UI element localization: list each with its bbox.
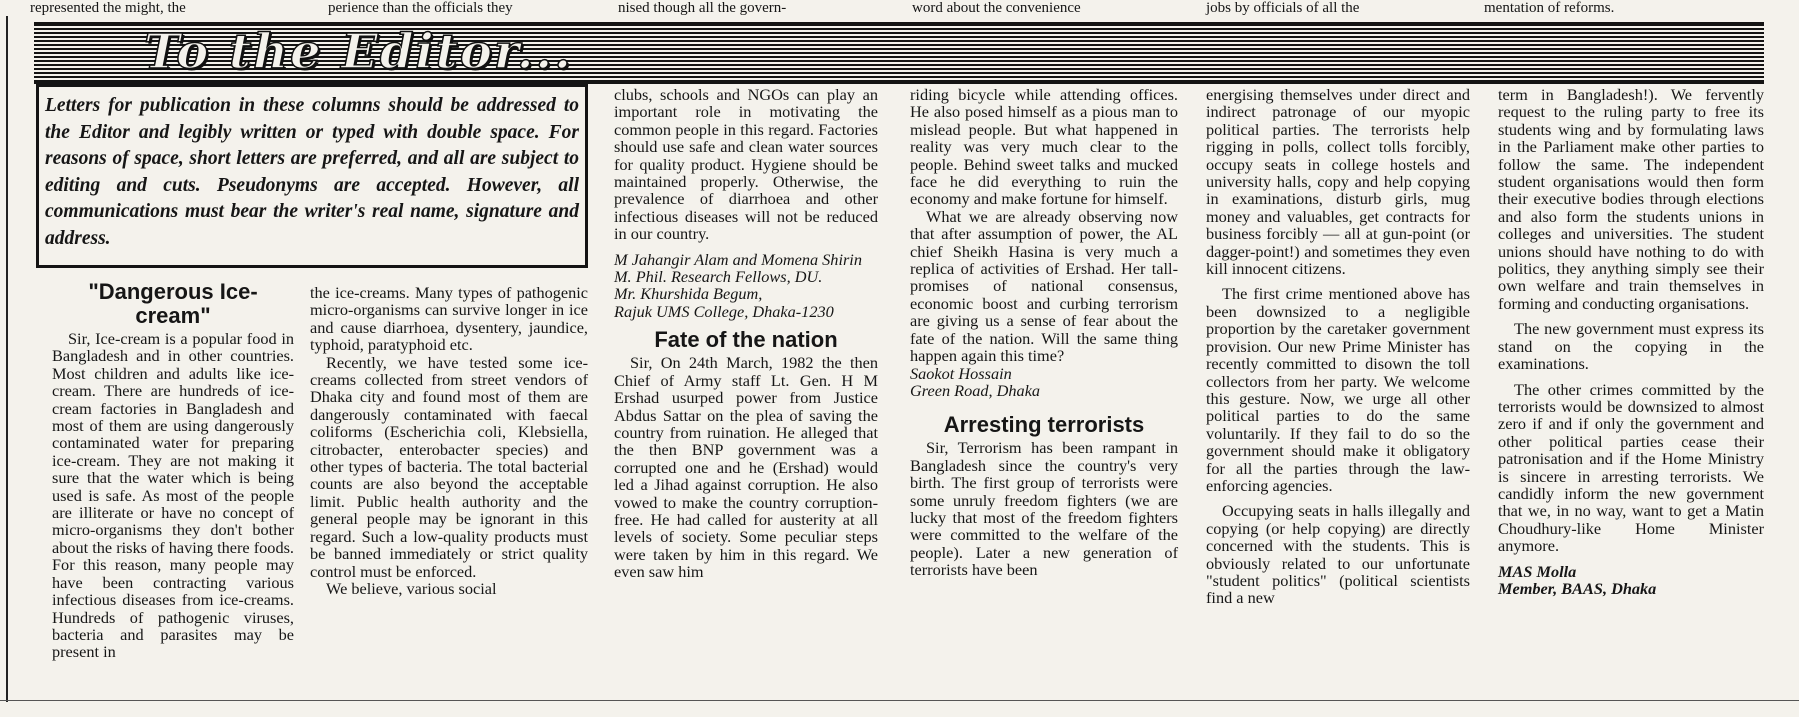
editor-notice: Letters for publication in these columns should be addressed to the Editor and legibly written or typed with double space. For reasons of space, short letters are preferred, and all are subject to editing and cuts. Pseudonyms are accepted. However, all communications must bear the writer's real name, signature and address.: [36, 84, 588, 268]
bottom-rule: [0, 700, 1799, 701]
letter-2-headline: Fate of the nation: [654, 327, 838, 353]
previous-section-fragments: [0, 0, 1799, 20]
letter-1-paragraph: the ice-creams. Many types of pathogenic micro-organisms can survive longer in ice and cause diarrhoea, dysentery, jaundice, typhoid, paratyphoid etc.: [310, 283, 588, 355]
column-4: [910, 86, 1178, 579]
section-title: To the Editor...: [144, 24, 573, 80]
letter-1-paragraph: We believe, various social: [326, 578, 497, 598]
letter-1-paragraph: clubs, schools and NGOs can play an important role in motivating the common people in this regard. Factories should use safe and clean water sources for quality product. Hygiene should be maintained properly. Otherwise, the prevalence of diarrhoea and other infectious diseases will not be reduced in our country.: [614, 85, 878, 244]
fragment-6: mentation of reforms.: [1484, 0, 1615, 16]
column-6: [1498, 86, 1764, 597]
column-1: [52, 278, 294, 661]
letter-3-paragraph: The new government must express its stand on the copying in the examinations.: [1498, 319, 1764, 374]
letter-1-signature-line: Mr. Khurshida Begum,: [614, 284, 763, 304]
letter-3-signature-line: Member, BAAS, Dhaka: [1498, 578, 1657, 598]
fragment-3: nised though all the govern-: [618, 0, 787, 16]
page-margin-rule: [6, 16, 8, 702]
letter-3-paragraph: Occupying seats in halls illegally and copying (or help copying) are directly concerned with the students. This is obviously related to our unfortunate "student politics" (political scientists find a new: [1206, 501, 1470, 608]
letter-3-paragraph: Sir, Terrorism has been rampant in Bangladesh since the country's very birth. The first group of terrorists were some unruly freedom fighters (we are lucky that most of the freedom fighters were committed to the welfare of the people). Later a new generation of terrorists have been: [910, 438, 1178, 580]
letter-3-headline: Arresting terrorists: [943, 412, 1145, 438]
letter-3-paragraph: term in Bangladesh!). We fervently request to the ruling party to free its students wing and by formulating laws in the Parliament make other parties to follow the same. The independent student organisations would then form their executive bodies through elections and also form the students unions in colleges and universities. The student unions should have nothing to do with politics, they anything simply see their own welfare and train themselves in forming and conducting organisations.: [1498, 85, 1764, 313]
section-banner: [34, 22, 1764, 84]
fragment-5: jobs by officials of all the: [1206, 0, 1360, 16]
letter-1-signature-line: M. Phil. Research Fellows, DU.: [614, 267, 823, 287]
letter-2-paragraph: What we are already observing now that after assumption of power, the AL chief Sheikh Hasina is very much a replica of activities of Ershad. Her tall-promises of national consensus, economic boost and curbing terrorism are giving us a sense of fear about the fate of the nation. Will the same thing happen again this time?: [910, 206, 1178, 366]
letter-1-paragraph: Sir, Ice-cream is a popular food in Bangladesh and in other countries. Most children and adults like ice-cream. There are hundreds of ice-cream factories in Bangladesh and most of them are using dangerously contaminated water for preparing ice-cream. They are not making it sure that the water which is being used is safe. As most of the people are illiterate or have no concept of micro-organisms they don't bother about the risks of having there foods. For this reason, many people may have been contracting various infectious diseases from ice-creams. Hundreds of pathogenic viruses, bacteria and parasites may be present in: [52, 329, 294, 662]
column-5: [1206, 86, 1470, 607]
letter-3-paragraph: The other crimes committed by the terrorists would be downsized to almost zero if and if only the government and other political parties cease their patronisation and if the Home Ministry is sincere in arresting terrorists. We candidly inform the new government that we, in no way, want to get a Matin Choudhury-like Home Minister anymore.: [1498, 379, 1764, 556]
letter-1-headline: "Dangerous Ice-cream": [88, 279, 258, 328]
letter-2-paragraph: riding bicycle while attending offices. He also posed himself as a pious man to mislead people. But what happened in reality was very much clear to the people. Behind sweet talks and mucked face he did everything to ruin the economy and make fortune for himself.: [910, 85, 1178, 209]
letter-1-paragraph: Recently, we have tested some ice-creams collected from street vendors of Dhaka city and found most of them are dangerously contaminated with faecal coliforms (Escherichia coli, Klebsiella, citrobacter, enterobacter species) and other types of bacteria. The total bacterial counts are also beyond the acceptable limit. Public health authority and the general people may be ignorant in this regard. Such a low-quality products must be banned immediately or strict quality control must be enforced.: [310, 352, 588, 581]
letter-1-signature-line: Rajuk UMS College, Dhaka-1230: [614, 301, 834, 321]
column-3: [614, 86, 878, 581]
column-2: [310, 284, 588, 597]
letter-2-signature-line: Green Road, Dhaka: [910, 380, 1041, 400]
fragment-4: word about the convenience: [912, 0, 1081, 16]
letter-2-signature-line: Saokot Hossain: [910, 363, 1012, 383]
letter-2-paragraph: Sir, On 24th March, 1982 the then Chief of Army staff Lt. Gen. H M Ershad usurped power from Justice Abdus Sattar on the plea of saving the country from ruination. He alleged that the then BNP government was a corrupted one and he (Ershad) would led a Jihad against corruption. He also vowed to make the country corruption-free. He had called for austerity at all levels of society. Some peculiar steps were taken by him in this regard. We even saw him: [614, 353, 878, 582]
fragment-1: represented the might, the: [30, 0, 186, 16]
letter-3-signature-line: MAS Molla: [1498, 561, 1577, 581]
letter-1-signature-line: M Jahangir Alam and Momena Shirin: [614, 249, 862, 269]
fragment-2: perience than the officials they: [328, 0, 513, 16]
letter-3-paragraph: energising themselves under direct and indirect patronage of our myopic political parties. The terrorists help rigging in polls, collect tolls forcibly, occupy seats in college hostels and university halls, copy and help copying in examinations, disturb girls, mug money and valuables, get contracts for business forcibly — all at gun-point (or dagger-point!) and sometimes they even kill innocent citizens.: [1206, 85, 1470, 279]
letter-3-paragraph: The first crime mentioned above has been downsized to a negligible proportion by the caretaker government provision. Our new Prime Minister has recently committed to disown the toll collectors from her party. We welcome this gesture. Now, we urge all other political parties to do the same voluntarily. If they fail to do so the government should make it obligatory for all the parties through the law-enforcing agencies.: [1206, 284, 1470, 495]
